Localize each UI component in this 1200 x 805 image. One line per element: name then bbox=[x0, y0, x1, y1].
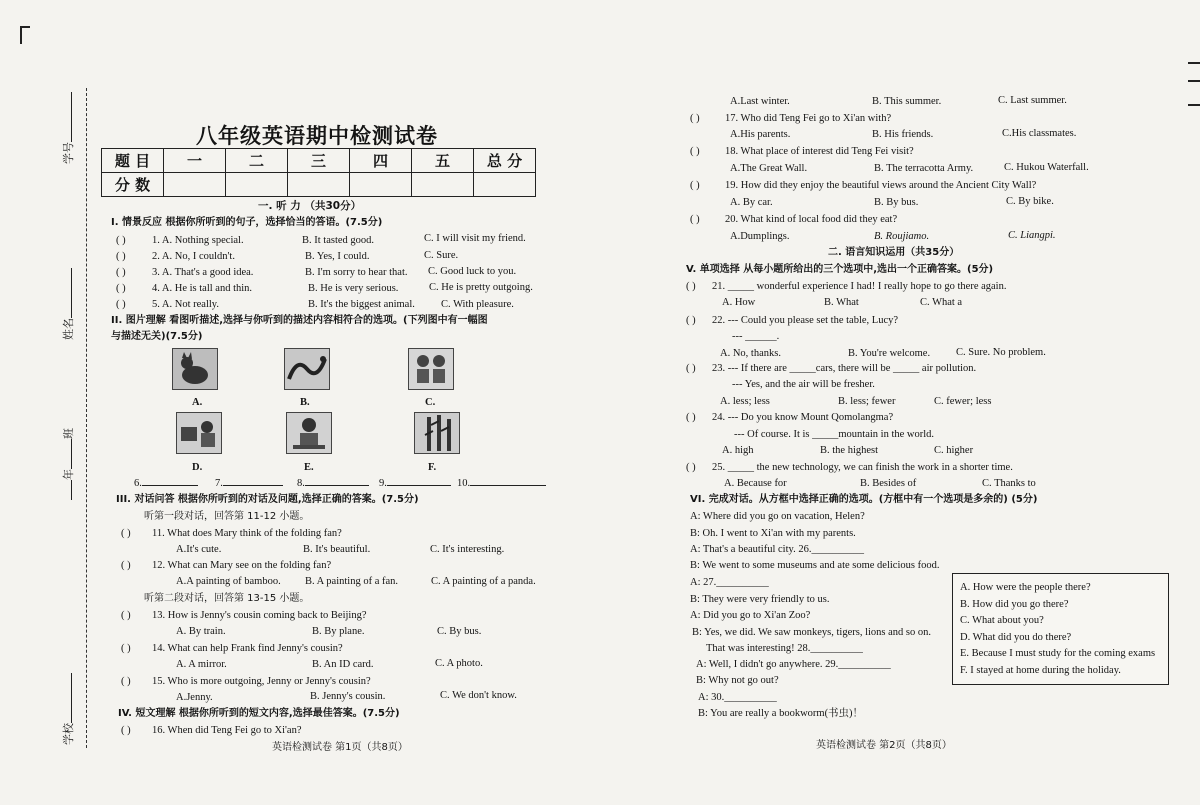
q13-b: B. By plane. bbox=[312, 626, 365, 637]
children-icon bbox=[409, 349, 453, 389]
q21-c: C. What a bbox=[920, 297, 963, 308]
q22-c: C. Sure. No problem. bbox=[956, 347, 1046, 358]
q17-b: B. His friends. bbox=[872, 129, 934, 140]
q20-b: B. Roujiamo. bbox=[874, 231, 930, 242]
q16-b: B. This summer. bbox=[872, 96, 942, 107]
dialog-line: A: That's a beautiful city. 26.__________ bbox=[690, 544, 864, 555]
q13-text: 13. How is Jenny's cousin coming back to Beijing? bbox=[152, 610, 367, 621]
corner-mark bbox=[20, 26, 30, 44]
score-cell[interactable] bbox=[288, 173, 350, 197]
score-cell[interactable] bbox=[412, 173, 474, 197]
school-label: 学校 bbox=[60, 673, 76, 745]
paren[interactable]: ( ) bbox=[121, 560, 131, 571]
dialog-line: B: We went to some museums and ate some delicious food. bbox=[690, 560, 940, 571]
q12-c: C. A painting of a panda. bbox=[431, 576, 536, 587]
cat-icon bbox=[173, 349, 217, 389]
picture-b-dragon bbox=[284, 348, 330, 390]
q23-line2: --- Yes, and the air will be fresher. bbox=[732, 379, 875, 390]
q17-c: C.His classmates. bbox=[1002, 128, 1077, 139]
exam-title: 八年级英语期中检测试卷 bbox=[196, 124, 438, 148]
q18-a: A.The Great Wall. bbox=[730, 163, 808, 174]
option-a: A. How were the people there? bbox=[960, 582, 1091, 593]
q15-text: 15. Who is more outgoing, Jenny or Jenny's cousin? bbox=[152, 676, 371, 687]
class-label: 年班 bbox=[60, 428, 76, 500]
pic-label-a: A. bbox=[192, 397, 203, 408]
q18-b: B. The terracotta Army. bbox=[874, 163, 974, 174]
q19-text: 19. How did they enjoy the beautiful views around the Ancient City Wall? bbox=[725, 180, 1037, 191]
item-4-b: B. He is very serious. bbox=[308, 283, 399, 294]
dialog-line: B: They were very friendly to us. bbox=[690, 594, 830, 605]
score-header-cell: 总 分 bbox=[474, 149, 536, 173]
answer-blank-7[interactable]: 7. bbox=[215, 477, 283, 490]
dialog-line: That was interesting! 28.__________ bbox=[706, 643, 863, 654]
binding-line bbox=[86, 88, 87, 748]
q12-a: A.A painting of bamboo. bbox=[176, 576, 281, 587]
score-header-cell: 题 目 bbox=[102, 149, 164, 173]
item-3-b: B. I'm sorry to hear that. bbox=[305, 267, 408, 278]
part-IV-heading: IV. 短文理解 根据你所听到的短文内容,选择最佳答案。(7.5分) bbox=[118, 708, 400, 719]
q22-a: A. No, thanks. bbox=[720, 348, 781, 359]
score-cell[interactable] bbox=[350, 173, 412, 197]
q12-text: 12. What can Mary see on the folding fan? bbox=[152, 560, 332, 571]
page-1-footer: 英语检测试卷 第1页（共8页） bbox=[272, 742, 408, 753]
bamboo-icon bbox=[415, 413, 459, 453]
paren[interactable]: ( ) bbox=[116, 251, 126, 262]
boy-icon bbox=[287, 413, 331, 453]
q22-b: B. You're welcome. bbox=[848, 348, 931, 359]
pic-label-d: D. bbox=[192, 462, 203, 473]
option-d: D. What did you do there? bbox=[960, 632, 1072, 643]
q15-c: C. We don't know. bbox=[440, 690, 517, 701]
item-2-b: B. Yes, I could. bbox=[305, 251, 370, 262]
q16-c: C. Last summer. bbox=[998, 95, 1067, 106]
dialog-line: B: Why not go out? bbox=[696, 675, 779, 686]
q22-text: 22. --- Could you please set the table, Lucy? bbox=[712, 315, 899, 326]
section-2-heading: 二. 语言知识运用（共35分） bbox=[828, 247, 960, 258]
q23-text: 23. --- If there are _____cars, there will be _____ air pollution. bbox=[712, 363, 977, 374]
item-4-a: 4. A. He is tall and thin. bbox=[152, 283, 253, 294]
q15-b: B. Jenny's cousin. bbox=[310, 691, 386, 702]
score-header-cell: 一 bbox=[164, 149, 226, 173]
paren[interactable]: ( ) bbox=[116, 283, 126, 294]
part-VI-heading: VI. 完成对话。从方框中选择正确的选项。(方框中有一个选项是多余的) (5分) bbox=[690, 494, 1038, 505]
paren[interactable]: ( ) bbox=[686, 363, 696, 374]
q11-c: C. It's interesting. bbox=[430, 544, 505, 555]
picture-e-boy bbox=[286, 412, 332, 454]
dragon-icon bbox=[285, 349, 329, 389]
pic-label-b: B. bbox=[300, 397, 310, 408]
q18-text: 18. What place of interest did Teng Fei visit? bbox=[725, 146, 914, 157]
part-I-heading: I. 情景反应 根据你所听到的句子，选择恰当的答语。(7.5分) bbox=[111, 217, 383, 228]
pic-label-e: E. bbox=[304, 462, 314, 473]
q20-text: 20. What kind of local food did they eat? bbox=[725, 214, 898, 225]
item-2-c: C. Sure. bbox=[424, 250, 459, 261]
edge-mark bbox=[1188, 62, 1200, 64]
item-1-c: C. I will visit my friend. bbox=[424, 233, 526, 244]
answer-blank-10[interactable]: 10. bbox=[457, 477, 546, 490]
item-4-c: C. He is pretty outgoing. bbox=[429, 282, 533, 293]
score-cell[interactable] bbox=[164, 173, 226, 197]
part-II-heading-cont: 与描述无关)(7.5分) bbox=[111, 331, 203, 342]
paren[interactable]: ( ) bbox=[690, 113, 700, 124]
paren[interactable]: ( ) bbox=[121, 610, 131, 621]
paren[interactable]: ( ) bbox=[690, 146, 700, 157]
q16-a: A.Last winter. bbox=[730, 96, 790, 107]
item-5-a: 5. A. Not really. bbox=[152, 299, 219, 310]
q24-b: B. the highest bbox=[820, 445, 879, 456]
q24-a: A. high bbox=[722, 445, 754, 456]
picture-c-children bbox=[408, 348, 454, 390]
paren[interactable]: ( ) bbox=[686, 462, 696, 473]
item-3-c: C. Good luck to you. bbox=[428, 266, 517, 277]
dialog-line: A: Did you go to Xi'an Zoo? bbox=[690, 610, 811, 621]
q11-b: B. It's beautiful. bbox=[303, 544, 371, 555]
dialog-line: B: Oh. I went to Xi'an with my parents. bbox=[690, 528, 856, 539]
score-header-cell: 四 bbox=[350, 149, 412, 173]
picture-a-cat bbox=[172, 348, 218, 390]
q16-text: 16. When did Teng Fei go to Xi'an? bbox=[152, 725, 302, 736]
dialog-line: A: Where did you go on vacation, Helen? bbox=[690, 511, 865, 522]
score-header-cell: 五 bbox=[412, 149, 474, 173]
q20-a: A.Dumplings. bbox=[730, 231, 790, 242]
item-5-c: C. With pleasure. bbox=[441, 299, 514, 310]
q19-a: A. By car. bbox=[730, 197, 773, 208]
paren[interactable]: ( ) bbox=[690, 180, 700, 191]
q25-c: C. Thanks to bbox=[982, 478, 1036, 489]
paren[interactable]: ( ) bbox=[116, 235, 126, 246]
q12-b: B. A painting of a fan. bbox=[305, 576, 399, 587]
answer-blank-8[interactable]: 8. bbox=[297, 477, 369, 490]
q14-a: A. A mirror. bbox=[176, 659, 227, 670]
q25-a: A. Because for bbox=[724, 478, 787, 489]
q20-c: C. Liangpi. bbox=[1008, 230, 1056, 241]
q24-line2: --- Of course. It is _____mountain in the world. bbox=[734, 429, 935, 440]
part-II-heading: II. 图片理解 看图听描述,选择与你听到的描述内容相符合的选项。(下列图中有一幅图 bbox=[111, 315, 488, 326]
q25-text: 25. _____ the new technology, we can finish the work in a shorter time. bbox=[712, 462, 1013, 473]
score-table bbox=[101, 148, 536, 197]
item-1-a: 1. A. Nothing special. bbox=[152, 235, 244, 246]
part-V-heading: V. 单项选择 从每小题所给出的三个选项中,选出一个正确答案。(5分) bbox=[686, 264, 994, 275]
edge-mark bbox=[1188, 104, 1200, 106]
paren[interactable]: ( ) bbox=[686, 281, 696, 292]
q19-c: C. By bike. bbox=[1006, 196, 1054, 207]
q17-text: 17. Who did Teng Fei go to Xi'an with? bbox=[725, 113, 892, 124]
q21-b: B. What bbox=[824, 297, 859, 308]
page-2-footer: 英语检测试卷 第2页（共8页） bbox=[816, 740, 952, 751]
name-label: 姓名 bbox=[60, 268, 76, 340]
q14-c: C. A photo. bbox=[435, 658, 483, 669]
section-1-heading: 一. 听 力 （共30分） bbox=[258, 200, 362, 212]
part-III-sub1: 听第一段对话，回答第 11-12 小题。 bbox=[144, 511, 310, 522]
part-III-sub2: 听第二段对话，回答第 13-15 小题。 bbox=[144, 593, 310, 604]
dialog-line: B: You are really a bookworm(书虫)！ bbox=[698, 708, 864, 719]
q21-a: A. How bbox=[722, 297, 756, 308]
answer-blank-9[interactable]: 9. bbox=[379, 477, 451, 490]
paren[interactable]: ( ) bbox=[690, 214, 700, 225]
q23-a: A. less; less bbox=[720, 396, 770, 407]
paren[interactable]: ( ) bbox=[121, 676, 131, 687]
options-box bbox=[952, 573, 1169, 685]
option-e: E. Because I must study for the coming exams bbox=[960, 648, 1156, 659]
q14-text: 14. What can help Frank find Jenny's cousin? bbox=[152, 643, 343, 654]
paren[interactable]: ( ) bbox=[116, 299, 126, 310]
q17-a: A.His parents. bbox=[730, 129, 791, 140]
student-id-label: 学号 bbox=[60, 92, 76, 164]
paren[interactable]: ( ) bbox=[121, 643, 131, 654]
picture-f-bamboo bbox=[414, 412, 460, 454]
score-cell[interactable] bbox=[474, 173, 536, 197]
q13-c: C. By bus. bbox=[437, 626, 482, 637]
dialog-line: A: 27.__________ bbox=[690, 577, 769, 588]
paren[interactable]: ( ) bbox=[121, 528, 131, 539]
q24-text: 24. --- Do you know Mount Qomolangma? bbox=[712, 412, 894, 423]
option-b: B. How did you go there? bbox=[960, 599, 1069, 610]
paren[interactable]: ( ) bbox=[686, 315, 696, 326]
q23-c: C. fewer; less bbox=[934, 396, 992, 407]
pic-label-c: C. bbox=[425, 397, 436, 408]
paren[interactable]: ( ) bbox=[121, 725, 131, 736]
option-f: F. I stayed at home during the holiday. bbox=[960, 665, 1121, 676]
item-1-b: B. It tasted good. bbox=[302, 235, 375, 246]
q13-a: A. By train. bbox=[176, 626, 226, 637]
q15-a: A.Jenny. bbox=[176, 692, 213, 703]
item-3-a: 3. A. That's a good idea. bbox=[152, 267, 254, 278]
answer-blank-6[interactable]: 6. bbox=[134, 477, 198, 490]
q11-text: 11. What does Mary think of the folding fan? bbox=[152, 528, 342, 539]
paren[interactable]: ( ) bbox=[116, 267, 126, 278]
q19-b: B. By bus. bbox=[874, 197, 919, 208]
paren[interactable]: ( ) bbox=[686, 412, 696, 423]
score-row-label: 分 数 bbox=[102, 173, 164, 197]
q24-c: C. higher bbox=[934, 445, 974, 456]
edge-mark bbox=[1188, 80, 1200, 82]
q23-b: B. less; fewer bbox=[838, 396, 896, 407]
item-5-b: B. It's the biggest animal. bbox=[308, 299, 415, 310]
picture-d-computer bbox=[176, 412, 222, 454]
q21-text: 21. _____ wonderful experience I had! I really hope to go there again. bbox=[712, 281, 1007, 292]
dialog-line: A: 30.__________ bbox=[698, 692, 777, 703]
dialog-line: B: Yes, we did. We saw monkeys, tigers, lions and so on. bbox=[692, 627, 931, 638]
score-header-cell: 三 bbox=[288, 149, 350, 173]
q14-b: B. An ID card. bbox=[312, 659, 374, 670]
option-c: C. What about you? bbox=[960, 615, 1044, 626]
dialog-line: A: Well, I didn't go anywhere. 29.__________ bbox=[696, 659, 891, 670]
q22-line2: --- ______. bbox=[732, 331, 780, 342]
item-2-a: 2. A. No, I couldn't. bbox=[152, 251, 235, 262]
pic-label-f: F. bbox=[428, 462, 437, 473]
q18-c: C. Hukou Waterfall. bbox=[1004, 162, 1089, 173]
q25-b: B. Besides of bbox=[860, 478, 917, 489]
score-cell[interactable] bbox=[226, 173, 288, 197]
computer-user-icon bbox=[177, 413, 221, 453]
part-III-heading: III. 对话问答 根据你所听到的对话及问题,选择正确的答案。(7.5分) bbox=[116, 494, 419, 505]
q11-a: A.It's cute. bbox=[176, 544, 222, 555]
score-header-cell: 二 bbox=[226, 149, 288, 173]
